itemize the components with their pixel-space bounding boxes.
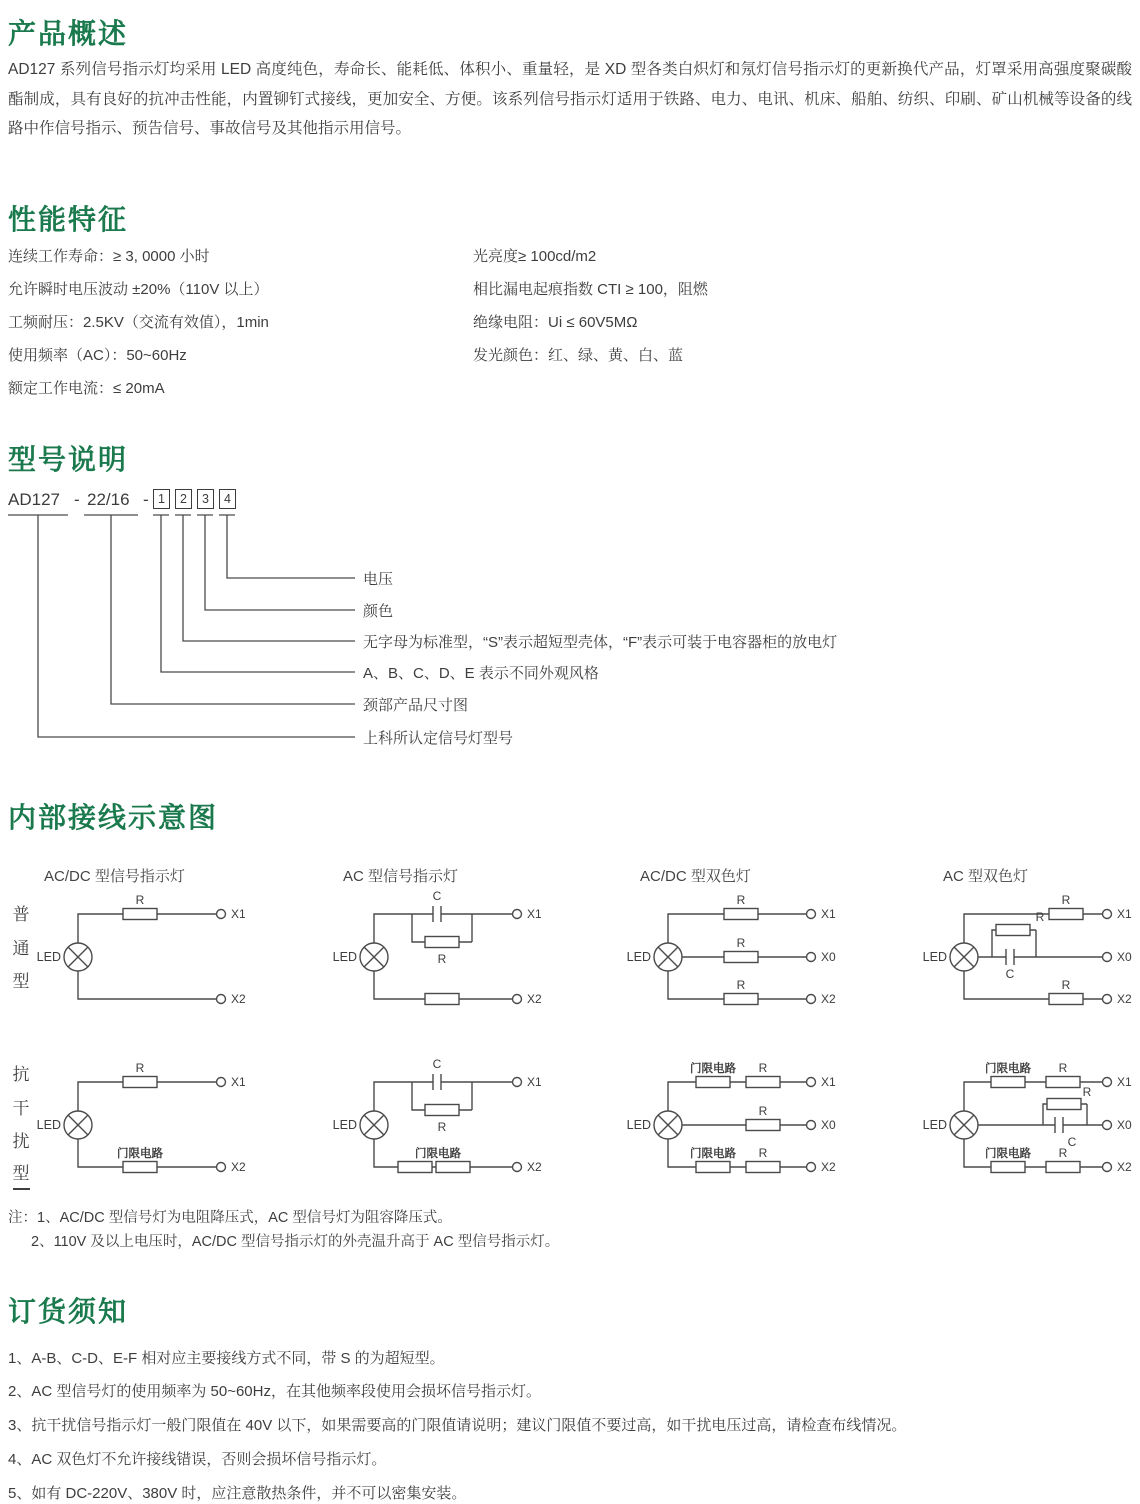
led-symbol [654,943,682,971]
resistor [746,1162,780,1173]
model-dash: - [74,490,80,509]
model-size: 22/16 [87,490,130,509]
led-symbol [64,1111,92,1139]
resistor-label: R [1061,978,1071,992]
row-label-normal [10,898,32,999]
capacitor [1006,949,1014,965]
ordering-item: 5、如有 DC-220V、380V 时，应注意散热条件，并不可以密集安装。 [8,1485,467,1502]
resistor-label: R [135,893,145,907]
diagram-antijam-acdc-bicolor [620,1058,850,1198]
led-label: LED [626,950,651,964]
terminal-label: X0 [821,950,836,964]
row-label-char: 型 [12,972,30,991]
capacitor [1055,1117,1063,1133]
terminal-label: X2 [231,1160,246,1174]
resistor [123,1077,157,1088]
resistor [425,994,459,1005]
performance-title: 性能特征 [8,204,129,235]
terminal [217,910,226,919]
diagram-antijam-ac-signal [326,1058,556,1198]
led-symbol [360,1111,388,1139]
diagram-col-title: AC/DC 型信号指示灯 [44,868,185,885]
resistor [1046,1162,1080,1173]
ordering-item: 3、抗干扰信号指示灯一般门限值在 40V 以下，如果需要高的门限值请说明；建议门限值不要过高，如干扰电压过高，请检查布线情况。 [8,1417,907,1434]
resistor [724,952,758,963]
terminal [217,995,226,1004]
terminal [807,995,816,1004]
row-label-char: 干 [12,1098,30,1118]
overview-title: 产品概述 [8,18,129,49]
terminal-label: X2 [527,992,542,1006]
terminal [513,910,522,919]
capacitor [433,1074,441,1090]
resistor-label: R [437,952,447,966]
threshold-box [991,1162,1025,1173]
ordering-item: 2、AC 型信号灯的使用频率为 50~60Hz，在其他频率段使用会损坏信号指示灯。 [8,1383,541,1400]
terminal-label: X2 [1117,1160,1132,1174]
led-symbol [950,1111,978,1139]
resistor [746,1120,780,1131]
terminal [807,1121,816,1130]
resistor-label: R [758,1104,768,1118]
terminal [1103,910,1112,919]
diagram-normal-ac-signal [326,890,556,1030]
terminal [807,953,816,962]
threshold-box [398,1162,432,1173]
led-label: LED [332,1118,357,1132]
resistor-label: R [1058,1146,1068,1160]
diagram-antijam-ac-bicolor [916,1058,1140,1198]
model-label-shell: 无字母为标准型，“S”表示超短型壳体，“F”表示可装于电容器柜的放电灯 [363,634,838,651]
model-label-series: 上科所认定信号灯型号 [363,730,514,747]
diagram-normal-acdc-signal [30,890,260,1030]
resistor-label: R [736,936,746,950]
resistor [724,994,758,1005]
perf-item: 发光颜色：红、绿、黄、白、蓝 [473,347,684,364]
wiring-note: 注：1、AC/DC 型信号灯为电阻降压式，AC 型信号灯为阻容降压式。 [8,1210,452,1226]
resistor [746,1077,780,1088]
resistor-label: R [1082,1085,1092,1099]
resistor [724,909,758,920]
led-symbol [654,1111,682,1139]
threshold-label: 门限电路 [690,1063,736,1075]
terminal [513,1078,522,1087]
diagram-antijam-acdc-signal [30,1058,260,1198]
terminal-label: X1 [527,907,542,921]
led-symbol [64,943,92,971]
terminal [513,995,522,1004]
model-prefix: AD127 [8,490,60,509]
threshold-label: 门限电路 [415,1148,461,1160]
led-symbol [360,943,388,971]
model-digit-box: 3 [197,489,214,509]
row-label-char: 型 [13,1159,30,1190]
threshold-box [696,1077,730,1088]
terminal-label: X2 [527,1160,542,1174]
row-label-char: 抗 [12,1065,30,1084]
row-label-char: 扰 [12,1132,30,1151]
ordering-item: 4、AC 双色灯不允许接线错误，否则会损坏信号指示灯。 [8,1451,387,1468]
threshold-label: 门限电路 [117,1148,163,1160]
perf-item: 绝缘电阻：Ui ≤ 60V5MΩ [473,314,638,331]
led-label: LED [36,950,61,964]
resistor [1047,1099,1081,1110]
terminal-label: X1 [231,907,246,921]
perf-item: 允许瞬时电压波动 ±20%（110V 以上） [8,281,269,298]
row-label-antijam [10,1058,32,1193]
perf-item: 连续工作寿命：≥ 3, 0000 小时 [8,248,210,265]
resistor [1049,994,1083,1005]
capacitor-label: C [432,1058,442,1071]
resistor [123,909,157,920]
model-title: 型号说明 [8,444,129,475]
terminal-label: X1 [821,907,836,921]
resistor-label: R [758,1061,768,1075]
model-digit-box: 2 [175,489,192,509]
threshold-box [436,1162,470,1173]
capacitor-label: C [432,890,442,903]
diagram-col-title: AC/DC 型双色灯 [640,868,751,885]
resistor-label: R [1061,893,1071,907]
threshold-box [123,1162,157,1173]
resistor-label: R [736,893,746,907]
resistor [996,925,1030,936]
terminal [217,1078,226,1087]
row-label-char: 普 [12,905,30,924]
perf-item: 使用频率（AC）：50~60Hz [8,347,187,364]
terminal-label: X2 [821,992,836,1006]
terminal [1103,1121,1112,1130]
terminal-label: X0 [1117,1118,1132,1132]
resistor-label: R [437,1120,447,1134]
model-label-voltage: 电压 [363,571,394,588]
diagram-normal-acdc-bicolor [620,890,850,1030]
overview-paragraph: AD127 系列信号指示灯均采用 LED 高度纯色，寿命长、能耗低、体积小、重量轻，是 XD 型各类白炽灯和氖灯信号指示灯的更新换代产品，灯罩采用高强度聚碳酸酯制成，具有良好的抗冲击性能，内置铆钉式接线，更加安全、方便。该系列信号指示灯适用于铁路、电力、电讯、机床、船舶、纺织、印刷、矿山机械等设备的线路中作信号指示、预告信号、事故信号及其他指示用信号。 [8,61,1132,137]
led-label: LED [922,1118,947,1132]
perf-item: 额定工作电流：≤ 20mA [8,380,165,397]
terminal [1103,1078,1112,1087]
terminal-label: X1 [231,1075,246,1089]
resistor [425,1105,459,1116]
ordering-item: 1、A-B、C-D、E-F 相对应主要接线方式不同，带 S 的为超短型。 [8,1350,445,1367]
resistor-label: R [1058,1061,1068,1075]
row-label-char: 通 [12,938,30,958]
model-digit-box: 1 [153,489,170,509]
terminal-label: X0 [1117,950,1132,964]
model-label-neck: 颈部产品尺寸图 [363,697,469,714]
threshold-label: 门限电路 [985,1063,1031,1075]
terminal [513,1163,522,1172]
capacitor [433,906,441,922]
model-dash: - [143,490,149,509]
terminal [1103,953,1112,962]
resistor [425,937,459,948]
terminal-label: X2 [1117,992,1132,1006]
perf-item: 光亮度≥ 100cd/m2 [473,248,597,265]
terminal-label: X2 [231,992,246,1006]
wiring-note: 2、110V 及以上电压时，AC/DC 型信号指示灯的外壳温升高于 AC 型信号指示灯。 [31,1234,560,1250]
threshold-box [696,1162,730,1173]
terminal [807,1163,816,1172]
led-label: LED [36,1118,61,1132]
threshold-box [991,1077,1025,1088]
threshold-label: 门限电路 [690,1148,736,1160]
terminal [1103,1163,1112,1172]
model-label-color: 颜色 [363,603,394,620]
terminal-label: X0 [821,1118,836,1132]
capacitor-label: C [1005,967,1015,981]
capacitor-label: C [1067,1135,1077,1149]
terminal [1103,995,1112,1004]
terminal-label: X1 [527,1075,542,1089]
diagram-col-title: AC 型双色灯 [943,868,1029,885]
diagram-col-title: AC 型信号指示灯 [343,868,459,885]
diagram-normal-ac-bicolor [916,890,1140,1030]
resistor-label: R [758,1146,768,1160]
resistor [1049,909,1083,920]
terminal [217,1163,226,1172]
model-digit-box: 4 [219,489,236,509]
ordering-title: 订货须知 [8,1296,129,1327]
resistor-label: R [135,1061,145,1075]
terminal [807,1078,816,1087]
resistor-label: R [1035,910,1045,924]
resistor-label: R [736,978,746,992]
model-label-style: A、B、C、D、E 表示不同外观风格 [363,665,599,682]
led-label: LED [332,950,357,964]
terminal-label: X1 [821,1075,836,1089]
led-symbol [950,943,978,971]
terminal-label: X2 [821,1160,836,1174]
terminal [807,910,816,919]
threshold-label: 门限电路 [985,1148,1031,1160]
resistor [1046,1077,1080,1088]
terminal-label: X1 [1117,907,1132,921]
terminal-label: X1 [1117,1075,1132,1089]
perf-item: 工频耐压：2.5KV（交流有效值），1min [8,314,269,331]
model-tree-lines [0,513,360,745]
led-label: LED [626,1118,651,1132]
led-label: LED [922,950,947,964]
perf-item: 相比漏电起痕指数 CTI ≥ 100，阻燃 [473,281,708,298]
wiring-title: 内部接线示意图 [8,802,219,833]
